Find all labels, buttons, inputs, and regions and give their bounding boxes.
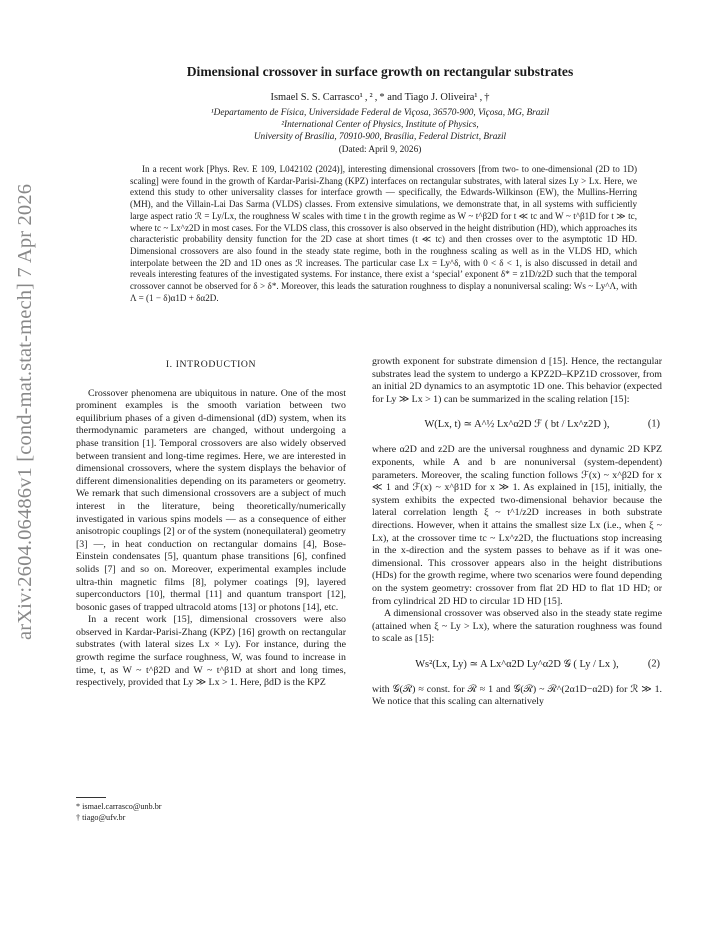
author-list: Ismael S. S. Carrasco¹ , ² , * and Tiago J. Oliveira¹ , † [270,92,490,103]
footnotes [76,801,346,823]
footnote-rule [76,797,106,798]
left-column [76,355,346,690]
abstract [130,164,637,304]
footnote: † tiago@ufv.br [76,813,126,822]
affiliation-line: ¹Departamento de Física, Universidade Federal de Viçosa, 36570-900, Viçosa, MG, Brazil [210,108,550,118]
equation-body: W(Lx, t) ≃ A^½ Lx^α2D ℱ ( bt / Lx^z2D ), [424,419,610,431]
paragraph: with 𝒢(ℛ) ≈ const. for ℛ ≈ 1 and 𝒢(ℛ) ~ ℛ^(2α1D−α2D) for ℛ ≫ 1. We notice that this scaling can alternatively [372,683,662,708]
equation-body: Ws²(Lx, Ly) ≃ A Lx^α2D Ly^α2D 𝒢 ( Ly / Lx ), [415,658,619,670]
equation-number: (2) [647,658,660,670]
abstract-text: In a recent work [Phys. Rev. E 109, L042102 (2024)], interesting dimensional crossovers [from two- to one-dimensional (2D to 1D) scaling] were found in the growth of Kardar-Parisi-Zhang (KPZ) interfaces on rectangular substrates, with lateral sizes Ly > Lx. Here, we extend this study to other universality classes for interface growth — specifically, the Edwards-Wilkinson (EW), the Mullins-Herring (MH), and the Villain-Lai Das Sarma (VLDS) classes. From extensive simulations, we demonstrate that, in all systems with sufficiently large aspect ratio ℛ = Ly/Lx, the roughness W scales with time t in the growth regime as W ~ t^β2D for t ≪ tc and W ~ t^β1D for t ≫ tc, where tc ~ Lx^z2D in most cases. For the VLDS class, this crossover is also observed in the height distribution (HD), which approaches its characteristic probability density function for the 2D case at short times (t ≪ tc) and then crosses over to the asymptotic 1D HD. Dimensional crossovers are also found in the steady state regime, both in the roughness scaling as well as in the VLDS HD, which interpolate between the 2D and 1D ones as ℛ increases. The particular case Lx = Ly^δ, with 0 < δ < 1, is also discussed in detail and reveals interesting features of the investigated systems. For instance, there exist a ‘special’ exponent δ* = z1D/z2D such that the temporal crossover cannot be observed for δ > δ*. Moreover, this leads the saturation roughness to display a nonuniversal scaling: Ws ~ Ly^Λ, with Λ = (1 − δ)α1D + δα2D. [130,164,637,303]
paragraph: In a recent work [15], dimensional crossovers were also observed in Kardar-Parisi-Zhang (KPZ) [16] growth on rectangular substrates (with lateral sizes Lx × Ly). For instance, during the growth regime the surface roughness, W, was found to increase in time, t, as W ~ t^β2D and W ~ t^β1D at short and long times, respectively, provided that Ly ≫ Lx > 1. Here, βdD is the KPZ [76,614,346,689]
affiliation-line: University of Brasília, 70910-900, Brasília, Federal District, Brazil [253,132,507,143]
section-heading: I. INTRODUCTION [165,359,257,370]
footnote: * ismael.carrasco@unb.br [76,802,162,811]
paragraph: where α2D and z2D are the universal roughness and dynamic 2D KPZ exponents, while A and b are nonuniversal (system-dependent) parameters. Moreover, the scaling function follows ℱ(x) ~ x^β2D for x ≪ 1 and ℱ(x) ~ x^β1D for x ≫ 1. As explained in [15], initially, the system exhibits the expected two-dimensional behavior because the lateral correlation length ξ ~ t^1/z2D increases in both substrate directions. However, when it attains the smallest size Lx (i.e., when ξ ~ Lx), at the crossover time tc ~ Lx^z2D, the fluctuations stop increasing in the x-direction and the system passes to behave as if it was one-dimensional. This crossover appears also in the height distributions (HDs) for the growth regime, where two scenarios were found depending on the system geometry: crossover from flat 2D HD to flat 1D HD; or from cylindrical 2D HD to circular 1D HD [15]. [372,444,662,607]
equation-2 [372,646,662,684]
paper-title: Dimensional crossover in surface growth on rectangular substrates [186,64,574,79]
equation-number: (1) [647,419,660,431]
affiliations [90,107,670,144]
equation-1 [372,406,662,444]
right-column [372,356,662,709]
paragraph: A dimensional crossover was observed also in the steady state regime (attained when ξ ~ Ly > Lx), where the saturation roughness was found to scale as [15]: [372,608,662,645]
date-line: (Dated: April 9, 2026) [338,145,422,155]
arxiv-identifier: arXiv:2604.06486v1 [cond-mat.stat-mech] 7 Apr 2026 [14,183,36,640]
paragraph: growth exponent for substrate dimension d [15]. Hence, the rectangular substrates lead the system to undergo a KPZ2D–KPZ1D crossover, from an initial 2D dynamics to an asymptotic 1D one. This behavior (expected for Ly ≫ Lx > 1) can be summarized in the scaling relation [15]: [372,356,662,405]
paragraph: Crossover phenomena are ubiquitous in nature. One of the most prominent examples is the smooth variation between two equilibrium phases of a given d-dimensional (dD) system, when its thermodynamic parameters are changed, without undergoing a phase transition [1]. Temporal crossovers are also widely observed between transient and long-time regimes. Here, we are interested in dimensional crossovers, where the system displays the behavior of different dimensionalities depending on its parameters or geometry. We remark that such dimensional crossovers are a subject of much interest in the literature, being theoretically/numerically investigated in various spins models — as a consequence of either anisotropic couplings [2] or of the system (nonequilateral) geometry [3] —, in heat conduction on rectangular domains [4], Bose-Einstein condensates [5], quantum phase transitions [6], confined solids [7] and so on. Moreover, experimental examples include ultra-thin magnetic films [8], polymer coatings [9], layered superconductors [10], thermal [11] and quantum transport [12], bosonic gases of trapped ultracold atoms [13] or photons [14], etc. [76,387,346,613]
affiliation-line: ²International Center of Physics, Institute of Physics, [281,120,479,131]
